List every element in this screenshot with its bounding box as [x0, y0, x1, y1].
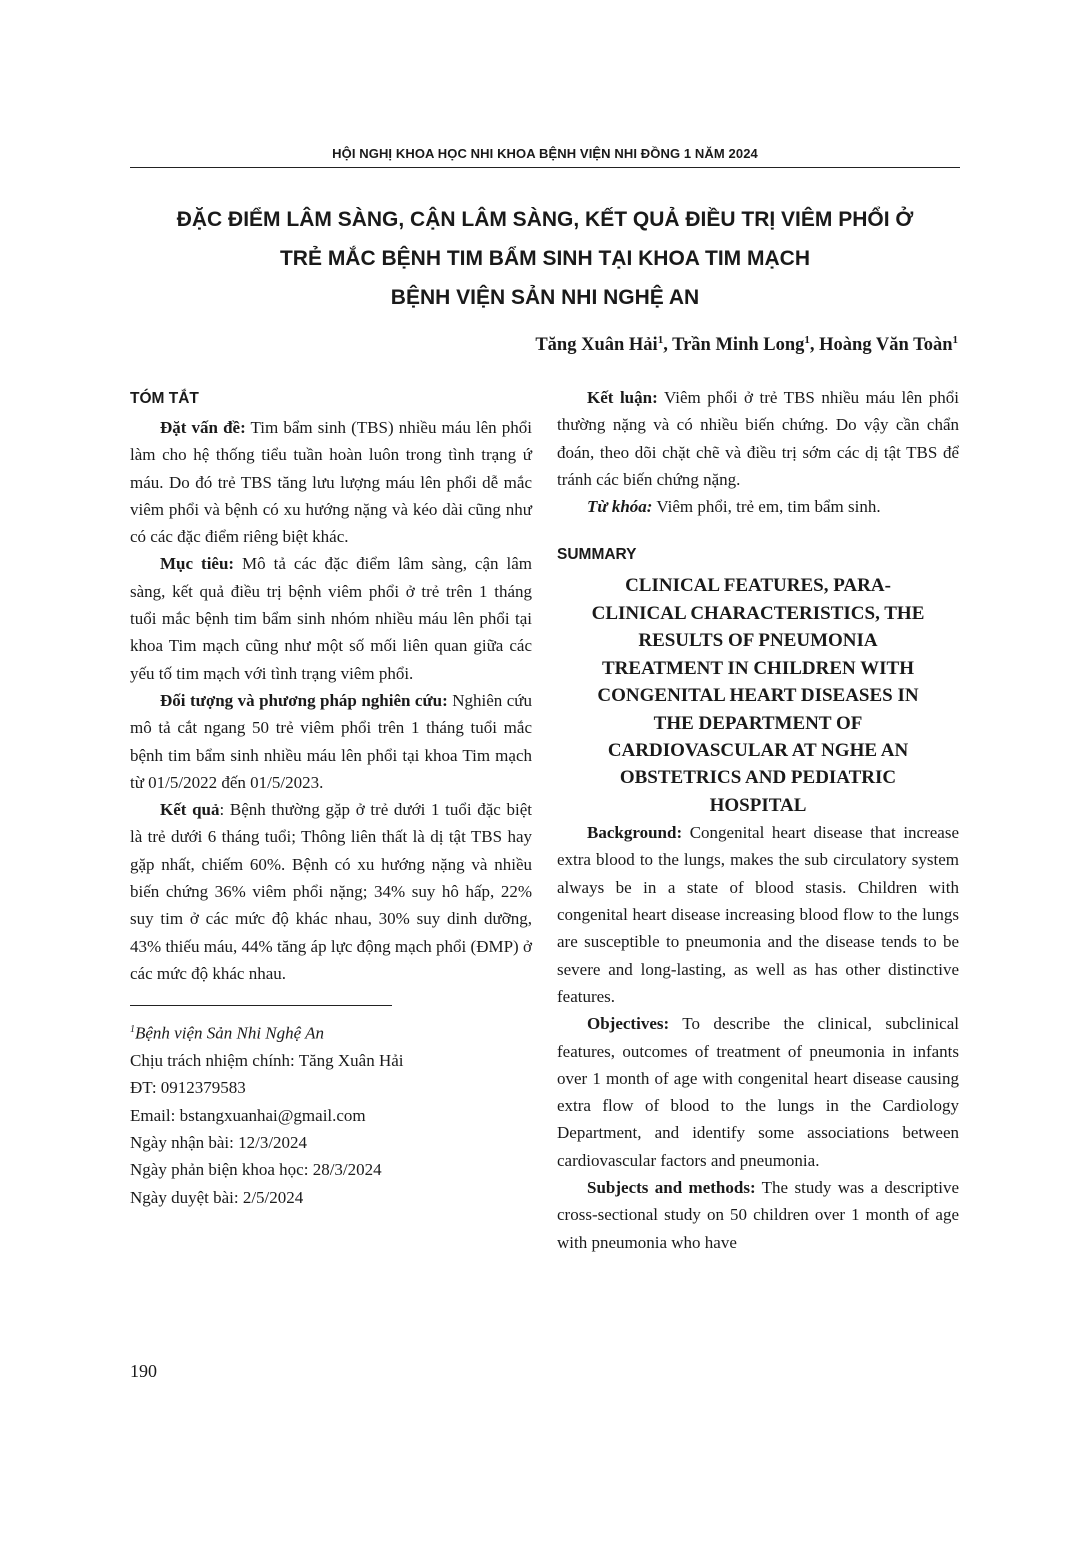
- english-title-line: CONGENITAL HEART DISEASES IN: [597, 685, 919, 707]
- author-affiliation-mark: 1: [657, 334, 664, 346]
- section-label: Subjects and methods:: [587, 1178, 756, 1197]
- english-title-line: TREATMENT IN CHILDREN WITH: [602, 657, 914, 679]
- footnote-line: ĐT: 0912379583: [130, 1078, 246, 1098]
- paragraph-text: : Bệnh thường gặp ở trẻ dưới 1 tuổi đặc biệt là trẻ dưới 6 tháng tuổi; Thông liên thất là dị tật TBS hay gặp nhất, chiếm 60%. Bệnh có xu hướng nặng và nhiều biến chứng 36% viêm phổi nặng; 34% suy hô hấp, 22% suy tim ở các mức độ khác nhau, 30% suy dinh dưỡng, 43% thiếu máu, 44% tăng áp lực động mạch phổi (ĐMP) ở các mức độ khác nhau.: [130, 800, 532, 983]
- english-title-line: CLINICAL FEATURES, PARA-: [625, 575, 891, 597]
- footnote-line: Email: bstangxuanhai@gmail.com: [130, 1105, 366, 1125]
- abstract-objective-paragraph: [130, 550, 532, 686]
- paragraph-text: To describe the clinical, subclinical features, outcomes of treatment of pneumonia in infants over 1 month of age with congenital heart disease causing extra flow of blood to the lungs in the Cardiology Department, and identify some associations between cardiovascular factors and pneumonia.: [557, 1014, 959, 1170]
- english-title-line: CLINICAL CHARACTERISTICS, THE: [591, 602, 925, 624]
- footnote-rule: [130, 1005, 392, 1006]
- header-rule: [130, 167, 960, 168]
- keywords-paragraph: [557, 493, 959, 520]
- footnote: [130, 1016, 532, 1211]
- title-line: ĐẶC ĐIỂM LÂM SÀNG, CẬN LÂM SÀNG, KẾT QUẢ ĐIỀU TRỊ VIÊM PHỔI Ở: [176, 208, 914, 231]
- author-separator: ,: [809, 335, 820, 356]
- section-label: Đối tượng và phương pháp nghiên cứu:: [160, 690, 448, 710]
- summary-heading: SUMMARY: [557, 546, 637, 564]
- abstract-heading: TÓM TẮT: [130, 390, 199, 407]
- footnote-affiliation: [130, 1016, 532, 1047]
- paragraph-text: Congenital heart disease that increase extra blood to the lungs, makes the sub circulatory system always be in a state of blood stasis. Children with congenital heart disease increasing blood flow to the lungs are susceptible to pneumonia and the disease tends to be severe and long-lasting, as well as has other distinctive features.: [557, 823, 959, 1006]
- footnote-line: Chịu trách nhiệm chính: Tăng Xuân Hải: [130, 1051, 404, 1071]
- paragraph-text: Nghiên cứu mô tả cắt ngang 50 trẻ viêm phổi trên 1 tháng tuổi mắc bệnh tim bẩm sinh nhiều máu lên phổi tại khoa Tim mạch từ 01/5/2022 đến 01/5/2023.: [130, 690, 532, 792]
- title-line: BỆNH VIỆN SẢN NHI NGHỆ AN: [390, 286, 700, 309]
- title-line: TRẺ MẮC BỆNH TIM BẨM SINH TẠI KHOA TIM MẠCH: [279, 247, 810, 270]
- footnote-line: Ngày nhận bài: 12/3/2024: [130, 1133, 308, 1153]
- english-title: [557, 572, 959, 819]
- author-list: [535, 334, 958, 356]
- author-separator: ,: [663, 335, 673, 356]
- english-title-line: HOSPITAL: [709, 794, 807, 816]
- english-title-line: RESULTS OF PNEUMONIA: [638, 630, 878, 652]
- summary-background-paragraph: [557, 819, 959, 1010]
- footnote-line: Ngày duyệt bài: 2/5/2024: [130, 1187, 304, 1207]
- author-name: Hoàng Văn Toàn: [819, 335, 953, 356]
- abstract-background-paragraph: [130, 414, 532, 550]
- section-label: Kết quả: [160, 800, 220, 820]
- english-title-line: OBSTETRICS AND PEDIATRIC: [619, 767, 897, 789]
- paragraph-text: Viêm phổi ở trẻ TBS nhiều máu lên phổi thường nặng và có nhiều biến chứng. Do vậy cần chẩn đoán, theo dõi chặt chẽ và điều trị sớm các dị tật TBS để tránh các biến chứng nặng.: [557, 388, 960, 489]
- summary-methods-paragraph: [557, 1174, 959, 1256]
- section-label: Đặt vấn đề:: [160, 418, 246, 437]
- footnote-line: Ngày phản biện khoa học: 28/3/2024: [130, 1160, 382, 1180]
- paragraph-text: The study was a descriptive cross-sectional study on 50 children over 1 month of age with pneumonia who have: [557, 1178, 960, 1252]
- affiliation-mark: 1: [130, 1024, 135, 1036]
- author-name: Tăng Xuân Hải: [535, 335, 658, 356]
- english-title-line: CARDIOVASCULAR AT NGHE AN: [607, 739, 909, 761]
- author-affiliation-mark: 1: [804, 334, 810, 346]
- right-column: [557, 384, 959, 1256]
- abstract-methods-paragraph: [130, 687, 532, 796]
- section-label: Từ khóa:: [587, 497, 653, 517]
- section-label: Kết luận:: [587, 388, 658, 407]
- paragraph-text: Mô tả các đặc điểm lâm sàng, cận lâm sàng, kết quả điều trị bệnh viêm phổi ở trẻ trên 1 tháng tuổi mắc bệnh tim bẩm sinh nhóm nhiều máu lên phổi tại khoa Tim mạch cũng như một số mối liên quan giữa các yếu tố tim mạch với tình trạng viêm phổi.: [130, 554, 532, 683]
- paragraph-text: Tim bẩm sinh (TBS) nhiều máu lên phổi làm cho hệ thống tiểu tuần hoàn luôn trong tình trạng ứ máu. Do đó trẻ TBS tăng lưu lượng máu lên phổi dễ mắc viêm phổi và bệnh có xu hướng nặng và kéo dài cũng như có các đặc điểm riêng biệt khác.: [130, 418, 532, 547]
- spacer: [557, 520, 959, 540]
- author-name: Trần Minh Long: [672, 335, 805, 356]
- section-label: Objectives:: [587, 1014, 670, 1034]
- abstract-results-paragraph: [130, 796, 532, 987]
- article-title: [120, 200, 970, 317]
- page-number: 190: [130, 1361, 157, 1381]
- summary-objectives-paragraph: [557, 1010, 959, 1174]
- section-label: Background:: [587, 823, 683, 843]
- abstract-conclusion-paragraph: [557, 384, 959, 493]
- author-affiliation-mark: 1: [952, 334, 958, 346]
- english-title-line: THE DEPARTMENT OF: [653, 712, 863, 734]
- left-column: [130, 384, 532, 1211]
- paragraph-text: Viêm phổi, trẻ em, tim bẩm sinh.: [652, 497, 881, 517]
- running-header: HỘI NGHỊ KHOA HỌC NHI KHOA BỆNH VIỆN NHI ĐỒNG 1 NĂM 2024: [332, 146, 758, 161]
- affiliation-text: Bệnh viện Sản Nhi Nghệ An: [135, 1023, 325, 1043]
- section-label: Mục tiêu:: [160, 554, 235, 574]
